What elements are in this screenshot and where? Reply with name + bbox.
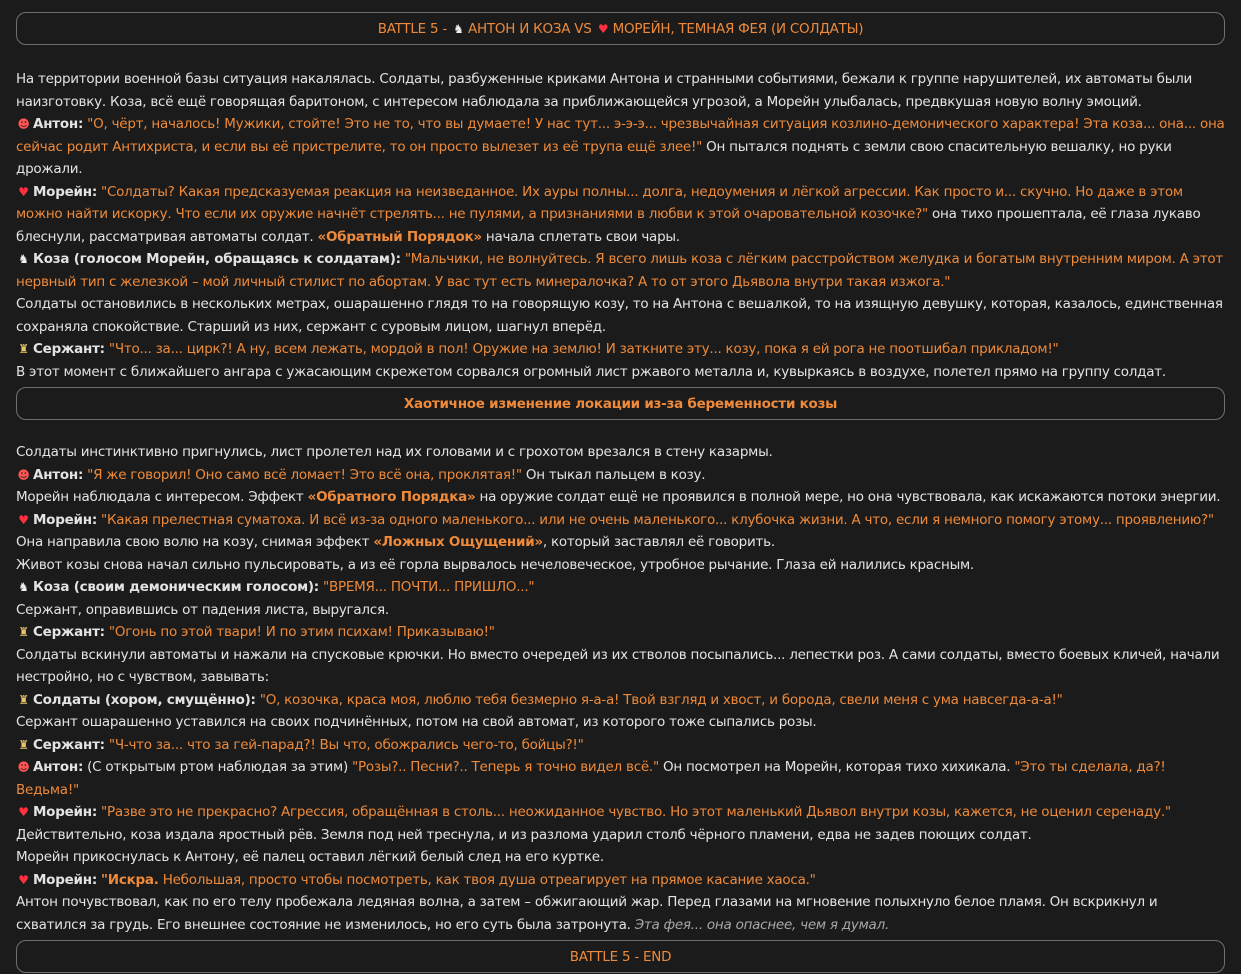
speech-quote: "Ч-что за... что за гей-парад?! Вы что, обожрались чего-то, бойцы?!" (108, 736, 584, 753)
narration-inline: начала сплетать свои чары. (485, 228, 680, 245)
narration: Сержант ошарашенно уставился на своих подчинённых, потом на свой автомат, из которого тоже сыпались розы. (16, 714, 817, 730)
spell-name: «Обратный Порядок» (317, 228, 482, 245)
battle-header-bar[interactable] (16, 12, 1225, 45)
broken-heart-icon: ♥ (18, 805, 29, 819)
narration-inline: она тихо прошептала, её глаза лукаво блеснули, рассматривая автоматы солдат. (16, 206, 1201, 245)
dialogue-line-anton (16, 756, 1225, 801)
narration-inline: на оружие солдат ещё не проявился в полной мере, но она чувствовала, как искажаются потоки энергии. (479, 489, 1221, 505)
location-change-label: Хаотичное изменение локации из-за беременности козы (403, 396, 838, 412)
broken-heart-icon: ♥ (18, 872, 29, 887)
narration-inline: Он пытался поднять с земли свою спасительную вешалку, но руки дрожали. (16, 138, 1172, 177)
speech-quote: "О, козочка, краса моя, люблю тебя безмерно я-а-а! Твой взгляд и хвост, и борода, свели меня с ума навсегда-а-а!" (259, 691, 1063, 708)
story-page (0, 12, 1241, 965)
goat-icon: ♞ (453, 22, 464, 36)
speaker-name: Сержант: (33, 736, 105, 753)
dialogue-line-moreyn (16, 509, 1225, 554)
narration: Морейн прикоснулась к Антону, её палец оставил лёгкий белый след на его куртке. (16, 849, 604, 865)
narration-inline: Морейн наблюдала с интересом. Эффект (16, 489, 304, 505)
speaker-name: Морейн: (33, 871, 97, 888)
soldier-icon: ♜ (18, 342, 29, 356)
dialogue-line-moreyn (16, 869, 1225, 892)
spell-name: "Искра. (101, 871, 159, 888)
battle-title-prefix: BATTLE 5 - (377, 21, 452, 37)
speaker-name: Морейн: (33, 804, 97, 820)
narration-inline: Он посмотрел на Морейн, которая тихо хихикала. (662, 759, 1011, 775)
battle-end-bar[interactable] (16, 940, 1225, 973)
speaker-name: Коза (голосом Морейн, обращаясь к солдатам): (33, 251, 401, 267)
narration: На территории военной базы ситуация накалялась. Солдаты, разбуженные криками Антона и странными событиями, бежали к группе нарушителей, их автоматы были наизготовку. Коза, всё ещё говорящая баритоном, с интересом наблюдала за приближающейся угрозой, а Морейн улыбалась, предвкушая новую волну эмоций. (16, 71, 1193, 110)
clown-icon: ☻ (17, 467, 30, 482)
goat-icon: ♞ (18, 580, 29, 594)
narration: Сержант, оправившись от падения листа, выругался. (16, 601, 389, 618)
speech-quote: Небольшая, просто чтобы посмотреть, как твоя душа отреагирует на прямое касание хаоса." (162, 871, 816, 888)
speech-quote: "Розы?.. Песни?.. Теперь я точно видел всё." (352, 759, 659, 775)
speech-quote: "Какая прелестная суматоха. И всё из-за одного маленького... или не очень маленького... клубочка жизни. А что, если я немного помогу этому... проявлению?" (101, 511, 1214, 528)
soldier-icon: ♜ (18, 737, 29, 752)
dialogue-line-anton (16, 464, 1225, 487)
dialogue-line-sergeant (16, 734, 1225, 757)
speech-quote: "Солдаты? Какая предсказуемая реакция на неизведанное. Их ауры полны... долга, недоумения и лёгкой агрессии. Как просто и... скучно. Но даже в этом можно найти искорку. Что если их оружие начнёт стрелять... не пулями, а признаниями в любви к этой очаровательной козочке?" (16, 183, 1183, 222)
speaker-name: Сержант: (33, 341, 105, 357)
speech-quote: "Что... за... цирк?! А ну, всем лежать, мордой в пол! Оружие на землю! И заткните эту... козу, пока я ей рога не поотшибал прикладом!" (108, 341, 1059, 357)
narration-inline: Она направила свою волю на козу, снимая эффект (16, 534, 370, 550)
narration-inline: Антон почувствовал, как по его телу пробежала ледяная волна, а затем – обжигающий жар. Перед глазами на мгновение полыхнуло белое пламя. Он вскрикнул и схватился за грудь. Его внешнее состояние не изменилось, но его суть была затронута. (16, 894, 1158, 933)
spell-name: «Ложных Ощущений» (373, 534, 543, 550)
speech-quote: "Разве это не прекрасно? Агрессия, обращённая в столь... неожиданное чувство. Но этот маленький Дьявол внутри козы, кажется, не оценил серенаду." (101, 804, 1171, 820)
speech-quote: "Огонь по этой твари! И по этим психам! Приказываю!" (108, 624, 495, 640)
dialogue-line-moreyn (16, 801, 1225, 824)
story-section-1 (16, 45, 1225, 383)
speaker-name: Морейн: (33, 183, 97, 200)
goat-icon: ♞ (18, 252, 29, 266)
dialogue-line-sergeant (16, 621, 1225, 644)
speech-quote: "Это ты сделала, да?! Ведьма!" (16, 759, 1166, 798)
narration: Действительно, коза издала яростный рёв. Земля под ней треснула, и из разлома ударил столб чёрного пламени, едва не задев поющих солдат. (16, 826, 1032, 843)
speaker-name: Коза (своим демоническим голосом): (33, 579, 319, 595)
narration: Солдаты вскинули автоматы и нажали на спусковые крючки. Но вместо очередей из их стволов посыпались... лепестки роз. А сами солдаты, вместо боевых кличей, начали нестройно, но с чувством, завывать: (16, 646, 1220, 685)
location-change-bar[interactable] (16, 387, 1225, 420)
speaker-name: Сержант: (33, 624, 105, 640)
narration: Живот козы снова начал сильно пульсировать, а из её горла вырвалось нечеловеческое, утробное рычание. Глаза ей налились красным. (16, 556, 974, 573)
dialogue-line-moreyn (16, 181, 1225, 249)
speaker-name: Антон: (33, 466, 84, 483)
speaker-name: Антон: (33, 759, 84, 775)
narration-inline: Он тыкал пальцем в козу. (525, 466, 706, 483)
battle-title-side-a: АНТОН И КОЗА VS (468, 21, 596, 37)
clown-icon: ☻ (17, 117, 30, 131)
speech-quote: "Мальчики, не волнуйтесь. Я всего лишь коза с лёгким расстройством желудка и богатым внутренним миром. А этот нервный тип с железкой – мой личный стилист по абортам. У вас тут есть минералочка? А то от этого Дьявола внутри такая изжога." (16, 251, 1224, 290)
speech-quote: "О, чёрт, началось! Мужики, стойте! Это не то, что вы думаете! У нас тут... э-э-э... чрезвычайная ситуация козлино-демонического характера! Эта коза... она... она сейчас родит Антихриста, и если вы её пристрелите, то он просто вылезет из её трупа ещё злее!" (16, 116, 1225, 155)
dialogue-line-sergeant (16, 338, 1225, 361)
narration (16, 891, 1225, 936)
narration: Солдаты инстинктивно пригнулись, лист пролетел над их головами и с грохотом врезался в стену казармы. (16, 444, 773, 460)
inner-thought: Эта фея... она опаснее, чем я думал. (634, 916, 889, 933)
broken-heart-icon: ♥ (597, 22, 609, 36)
battle-title-side-b: МОРЕЙН, ТЕМНАЯ ФЕЯ (И СОЛДАТЫ) (612, 21, 864, 37)
speaker-name: Солдаты (хором, смущённо): (33, 691, 256, 708)
broken-heart-icon: ♥ (18, 512, 29, 527)
soldier-icon: ♜ (18, 692, 29, 707)
narration: Солдаты остановились в нескольких метрах, ошарашенно глядя то на говорящую козу, то на Антона с вешалкой, то на изящную девушку, которая, казалось, единственная сохраняла спокойствие. Старший из них, сержант с суровым лицом, шагнул вперёд. (16, 296, 1223, 335)
soldier-icon: ♜ (18, 625, 29, 639)
dialogue-line-anton (16, 113, 1225, 181)
speech-quote: "Я же говорил! Оно само всё ломает! Это всё она, проклятая!" (87, 466, 522, 483)
dialogue-line-goat (16, 576, 1225, 599)
spell-name: «Обратного Порядка» (307, 489, 476, 505)
narration (16, 486, 1225, 509)
story-section-2 (16, 420, 1225, 936)
speaker-name: Антон: (33, 116, 84, 132)
dialogue-line-soldiers (16, 689, 1225, 712)
dialogue-line-goat (16, 248, 1225, 293)
speech-quote: "ВРЕМЯ... ПОЧТИ... ПРИШЛО..." (323, 579, 535, 595)
speaker-name: Морейн: (33, 511, 97, 528)
narration: В этот момент с ближайшего ангара с ужасающим скрежетом сорвался огромный лист ржавого металла и, кувыркаясь в воздухе, полетел прямо на группу солдат. (16, 363, 1166, 380)
battle-end-label: BATTLE 5 - END (569, 949, 672, 965)
clown-icon: ☻ (17, 760, 30, 774)
narration-inline: (С открытым ртом наблюдая за этим) (87, 759, 348, 775)
narration-inline: , который заставлял её говорить. (542, 534, 775, 550)
broken-heart-icon: ♥ (18, 184, 29, 199)
